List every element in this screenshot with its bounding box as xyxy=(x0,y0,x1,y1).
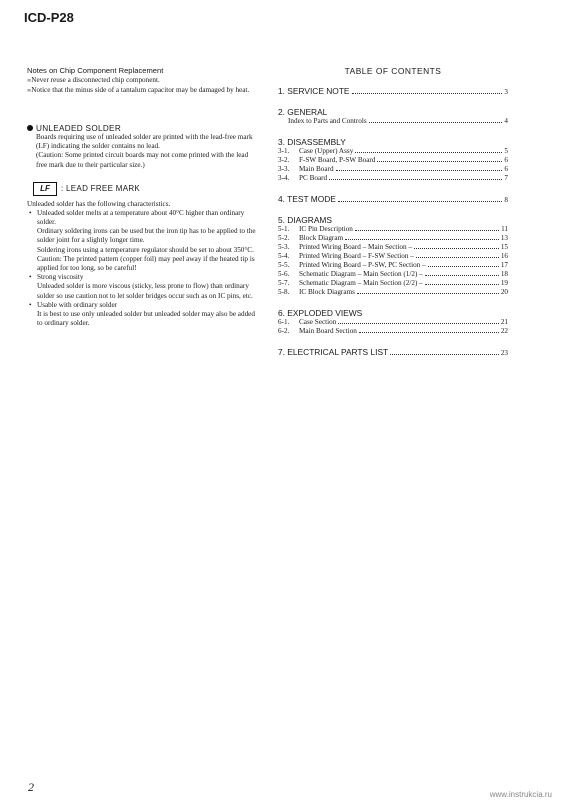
toc-entry-number: 3-2. xyxy=(278,156,290,164)
toc-page-number: 6 xyxy=(504,165,508,173)
toc-entry-text: IC Block Diagrams xyxy=(299,288,355,296)
bullet-icon: • xyxy=(29,208,32,217)
notes-title: Notes on Chip Component Replacement xyxy=(27,66,164,75)
toc-entry[interactable] xyxy=(278,318,508,327)
toc-spacer xyxy=(278,297,508,308)
toc-entry[interactable] xyxy=(278,279,508,288)
toc-entry[interactable] xyxy=(278,165,508,174)
toc-section[interactable] xyxy=(278,347,508,357)
toc-leader xyxy=(390,353,499,355)
toc-entry[interactable] xyxy=(278,288,508,297)
toc-entry-number: 5-5. xyxy=(278,261,290,269)
toc-entry[interactable] xyxy=(278,225,508,234)
toc-entry[interactable] xyxy=(278,270,508,279)
toc-entry-number: 5-1. xyxy=(278,225,290,233)
toc-entry-number: 5-8. xyxy=(278,288,290,296)
toc-entry-text: Printed Wiring Board – F-SW Section – xyxy=(299,252,414,260)
toc-entry-text: Main Board xyxy=(299,165,334,173)
toc-entry-number: 5-4. xyxy=(278,252,290,260)
toc-entry-text: Case Section xyxy=(299,318,337,326)
toc-leader xyxy=(359,331,499,333)
toc-entry-text: Printed Wiring Board – P-SW, PC Section – xyxy=(299,261,426,269)
toc-section-title: 5. DIAGRAMS xyxy=(278,215,332,225)
toc-entry[interactable] xyxy=(278,117,508,126)
toc-entry-number: 5-3. xyxy=(278,243,290,251)
toc-leader xyxy=(428,265,499,267)
toc-section-title: 3. DISASSEMBLY xyxy=(278,137,346,147)
toc-entry[interactable] xyxy=(278,261,508,270)
toc-leader xyxy=(425,274,499,276)
toc-page-number: 23 xyxy=(500,349,508,357)
toc-section-title: 1. SERVICE NOTE xyxy=(278,86,350,96)
toc-entry-text: Schematic Diagram – Main Section (1/2) – xyxy=(299,270,423,278)
toc-section-title: 2. GENERAL xyxy=(278,107,328,117)
toc-page-number: 6 xyxy=(504,156,508,164)
toc-page-number: 5 xyxy=(504,147,508,155)
toc-entry[interactable] xyxy=(278,156,508,165)
bullet-icon: ∞ xyxy=(27,78,32,84)
characteristic-item: • Usable with ordinary solder It is best to use only unleaded solder but unleaded solder may also be added to ordinary solder. xyxy=(29,300,255,328)
toc-page-number: 13 xyxy=(500,234,508,242)
toc-leader xyxy=(357,292,499,294)
toc-page-number: 16 xyxy=(500,252,508,260)
characteristic-item: • Unleaded solder melts at a temperature about 40°C higher than ordinary solder. Ordinary soldering irons can be used but the iron tip has to be applied to the solder joint for a slightly longer time. Soldering irons using a temperature regulator should be set to about 350°C. Caution: The printed pattern (copper foil) may peel away if the heated tip is applied for too long, so be careful! xyxy=(29,208,256,273)
toc-page-number: 4 xyxy=(504,117,508,125)
toc-page-number: 3 xyxy=(504,88,508,96)
characteristic-item: • Strong viscosity Unleaded solder is more viscous (sticky, less prone to flow) than ordinary solder so use caution not to let solder bridges occur such as on IC pins, etc. xyxy=(29,273,253,300)
toc-section[interactable] xyxy=(278,107,508,117)
unleaded-solder-heading: UNLEADED SOLDER xyxy=(27,124,259,133)
toc-entry-number: 6-1. xyxy=(278,318,290,326)
note-item: ∞Notice that the minus side of a tantalum capacitor may be damaged by heat. xyxy=(27,86,250,94)
toc-entry-text: Schematic Diagram – Main Section (2/2) – xyxy=(299,279,423,287)
toc-section-title: 4. TEST MODE xyxy=(278,194,336,204)
bullet-dot-icon xyxy=(27,125,33,131)
toc-section-title: 6. EXPLODED VIEWS xyxy=(278,308,363,318)
toc-body xyxy=(278,86,508,357)
lead-free-mark xyxy=(27,182,259,196)
bullet-icon: • xyxy=(29,273,32,282)
toc-leader xyxy=(338,322,498,324)
page-number: 2 xyxy=(28,780,34,794)
toc-section[interactable] xyxy=(278,194,508,204)
bullet-icon: • xyxy=(29,300,32,309)
lead-free-mark-icon: LF xyxy=(33,182,57,196)
toc-leader xyxy=(414,247,499,249)
bullet-icon: ∞ xyxy=(27,88,32,94)
left-column xyxy=(27,66,259,328)
toc-entry-text: PC Board xyxy=(299,174,328,182)
toc-entry-number: 3-4. xyxy=(278,174,290,182)
toc-spacer xyxy=(278,204,508,215)
toc-page-number: 18 xyxy=(500,270,508,278)
toc-leader xyxy=(377,160,502,162)
unleaded-body: Boards requiring use of unleaded solder are printed with the lead-free mark (LF) indicating the solder contains no lead. xyxy=(36,133,253,151)
toc-page-number: 19 xyxy=(500,279,508,287)
toc-entry-number: 5-7. xyxy=(278,279,290,287)
characteristics-intro: Unleaded solder has the following characteristics. xyxy=(27,199,171,208)
toc-entry[interactable] xyxy=(278,174,508,183)
toc-entry[interactable] xyxy=(278,147,508,156)
toc-leader xyxy=(336,169,503,171)
toc-entry[interactable] xyxy=(278,243,508,252)
toc-leader xyxy=(352,92,503,94)
toc-leader xyxy=(355,151,502,153)
toc-leader xyxy=(338,200,503,202)
toc-page-number: 22 xyxy=(500,327,508,335)
table-of-contents xyxy=(278,66,508,357)
toc-section[interactable] xyxy=(278,308,508,318)
toc-entry-text: Printed Wiring Board – Main Section – xyxy=(299,243,412,251)
toc-section-title: 7. ELECTRICAL PARTS LIST xyxy=(278,347,389,357)
toc-leader xyxy=(329,178,502,180)
toc-spacer xyxy=(278,183,508,194)
toc-entry-number: 5-6. xyxy=(278,270,290,278)
unleaded-caution: (Caution: Some printed circuit boards may not come printed with the lead free mark due to their particular size.) xyxy=(36,151,249,169)
toc-section[interactable] xyxy=(278,137,508,147)
lead-free-mark-label: : LEAD FREE MARK xyxy=(61,184,141,194)
toc-entry-number: 3-1. xyxy=(278,147,290,155)
toc-entry-text: Case (Upper) Assy xyxy=(299,147,354,155)
toc-leader xyxy=(425,283,499,285)
toc-page-number: 17 xyxy=(500,261,508,269)
toc-entry-number: 5-2. xyxy=(278,234,290,242)
toc-entry-number: 3-3. xyxy=(278,165,290,173)
toc-entry[interactable] xyxy=(278,252,508,261)
toc-title: TABLE OF CONTENTS xyxy=(344,66,442,76)
toc-entry-text: IC Pin Description xyxy=(299,225,353,233)
toc-entry-text: Block Diagram xyxy=(299,234,344,242)
toc-section[interactable] xyxy=(278,86,508,96)
toc-entry[interactable] xyxy=(278,327,508,336)
toc-page-number: 8 xyxy=(504,196,508,204)
toc-entry-text: Index to Parts and Controls xyxy=(288,117,367,125)
toc-page-number: 15 xyxy=(500,243,508,251)
toc-page-number: 21 xyxy=(500,318,508,326)
toc-entry-number: 6-2. xyxy=(278,327,290,335)
toc-entry-text: Main Board Section xyxy=(299,327,357,335)
toc-section[interactable] xyxy=(278,215,508,225)
toc-page-number: 7 xyxy=(504,174,508,182)
model-title: ICD-P28 xyxy=(24,10,74,25)
toc-spacer xyxy=(278,336,508,347)
toc-leader xyxy=(345,238,499,240)
watermark: www.instrukcia.ru xyxy=(489,790,552,799)
note-item: ∞Never reuse a disconnected chip component. xyxy=(27,76,160,84)
toc-leader xyxy=(369,121,503,123)
toc-spacer xyxy=(278,96,508,107)
toc-entry[interactable] xyxy=(278,234,508,243)
toc-entry-text: F-SW Board, P-SW Board xyxy=(299,156,376,164)
toc-leader xyxy=(355,229,499,231)
toc-spacer xyxy=(278,126,508,137)
toc-page-number: 20 xyxy=(500,288,508,296)
toc-leader xyxy=(416,256,499,258)
toc-page-number: 11 xyxy=(501,225,508,233)
